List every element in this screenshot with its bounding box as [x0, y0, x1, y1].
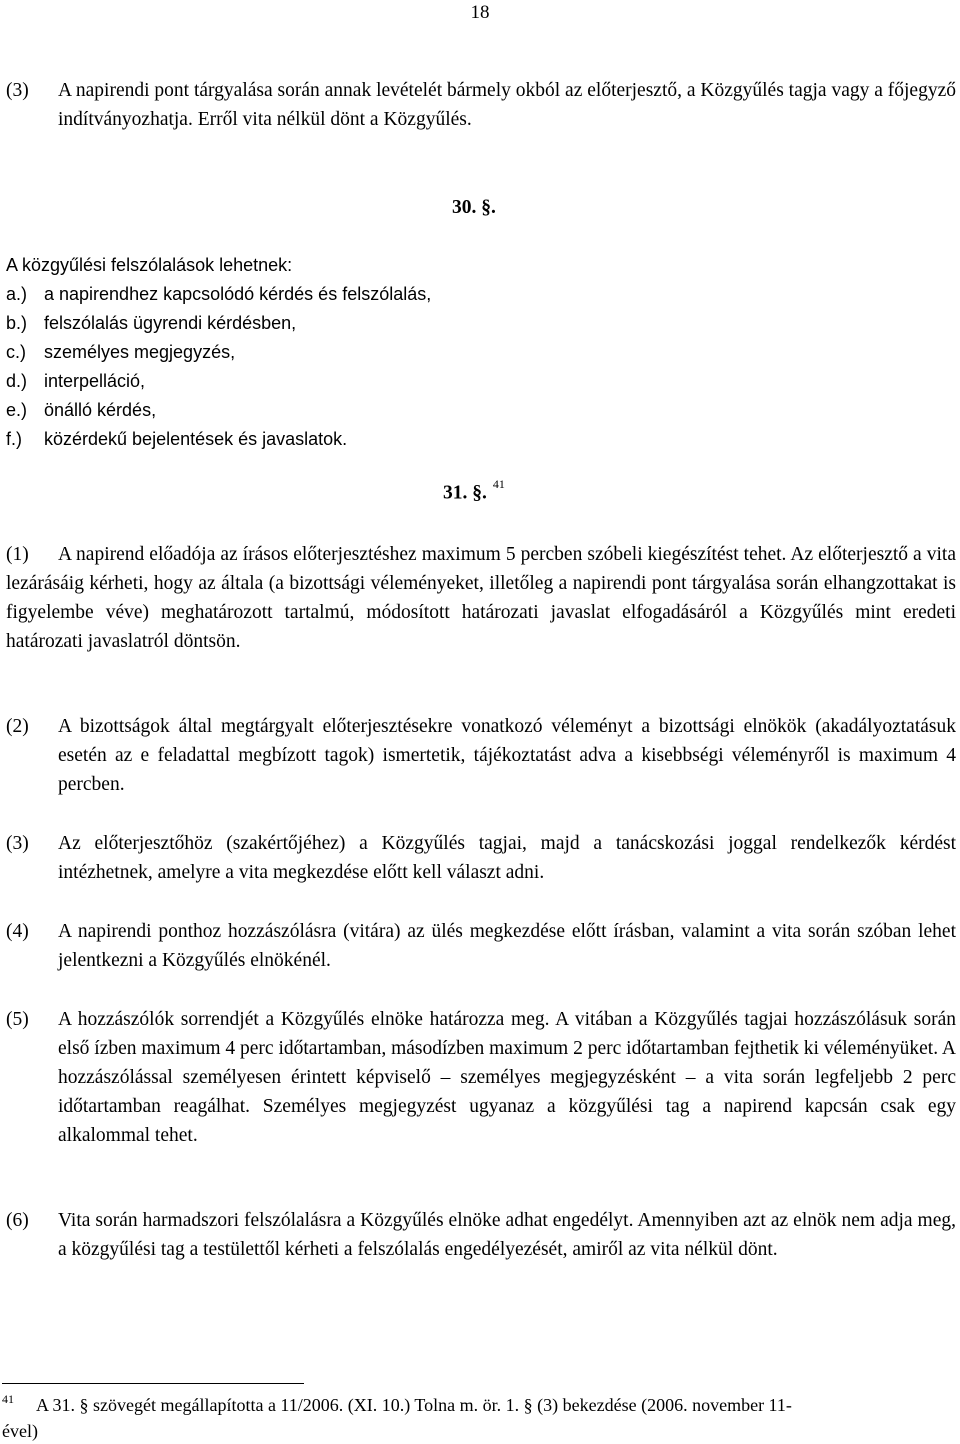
- intro-paragraph: [6, 76, 956, 134]
- paragraph-number: (2): [6, 716, 29, 737]
- list-intro: A közgyűlési felszólalások lehetnek:: [6, 255, 293, 275]
- speech-types-list: [6, 251, 431, 454]
- paragraph-text: A napirendi pont tárgyalása során annak levételét bármely okból az előterjesztő, a Közgyűlés tagja vagy a főjegyző indítványozhatja. Erről vita nélkül dönt a Közgyűlés.: [58, 80, 956, 130]
- list-item: [6, 280, 431, 309]
- list-item-label: a.): [6, 284, 28, 304]
- paragraph-31-4: [6, 917, 956, 975]
- footnote-text-continuation: ével): [2, 1421, 38, 1441]
- footnote-separator: [2, 1383, 304, 1384]
- paragraph-31-3: [6, 829, 956, 887]
- paragraph-text: A bizottságok által megtárgyalt előterjesztésekre vonatkozó véleményt a bizottsági elnökök (akadályoztatásuk esetén az e feladattal megbízott tagok) ismertetik, tájékoztatást adva a kisebbségi véleményről is maximum 4 percben.: [58, 716, 956, 795]
- footnote-reference: 41: [492, 477, 505, 491]
- footnote-text: A 31. § szövegét megállapította a 11/2006. (XI. 10.) Tolna m. ör. 1. § (3) bekezdése (2006. november 11-: [36, 1395, 792, 1415]
- footnote: [2, 1392, 956, 1444]
- list-item: [6, 425, 431, 454]
- section-31-heading: [443, 477, 505, 505]
- list-item-label: f.): [6, 429, 22, 449]
- page-number: 18: [470, 2, 490, 23]
- paragraph-text: Az előterjesztőhöz (szakértőjéhez) a Közgyűlés tagjai, majd a tanácskozási joggal rendelkezők kérdést intézhetnek, amelyre a vita megkezdése előtt kell választ adni.: [58, 833, 956, 883]
- list-item-text: önálló kérdés,: [44, 400, 157, 420]
- list-item: [6, 396, 431, 425]
- list-item-label: b.): [6, 313, 28, 333]
- list-item-text: a napirendhez kapcsolódó kérdés és felszólalás,: [44, 284, 432, 304]
- paragraph-31-5: [6, 1005, 956, 1150]
- paragraph-31-1: [6, 540, 956, 656]
- section-30-heading: [452, 197, 496, 219]
- list-item: [6, 367, 431, 396]
- list-item-label: e.): [6, 400, 28, 420]
- paragraph-number: (6): [6, 1210, 29, 1231]
- paragraph-text: A hozzászólók sorrendjét a Közgyűlés elnöke határozza meg. A vitában a Közgyűlés tagjai hozzászólásuk során első ízben maximum 4 perc időtartamban, másodízben maximum 2 perc időtartamban fejthetik ki véleményüket. A hozzászólással személyesen érintett képviselő – személyes megjegyzésként – a vita során legfeljebb 2 perc időtartamban reagálhat. Személyes megjegyzést ugyanaz a közgyűlési tag a napirend kapcsán csak egy alkalommal tehet.: [58, 1009, 956, 1146]
- paragraph-number: (1): [6, 544, 29, 565]
- list-item-label: c.): [6, 342, 26, 362]
- list-item: [6, 338, 431, 367]
- paragraph-number: (3): [6, 80, 29, 101]
- paragraph-text: A napirendi ponthoz hozzászólásra (vitára) az ülés megkezdése előtt írásban, valamint a vita során szóban lehet jelentkezni a Közgyűlés elnökénél.: [58, 921, 956, 971]
- list-item-text: személyes megjegyzés,: [44, 342, 236, 362]
- section-title: 31. §.: [443, 482, 487, 504]
- paragraph-31-6: [6, 1206, 956, 1264]
- paragraph-number: (5): [6, 1009, 29, 1030]
- paragraph-text: A napirend előadója az írásos előterjesztéshez maximum 5 percben szóbeli kiegészítést tehet. Az előterjesztő a vita lezárásáig kérheti, hogy az általa (a bizottsági véleményeket, illetőleg a napirendi pont tárgyalása során elhangzottakat is figyelembe véve) meghatározott tartalmú, módosított határozati javaslat elfogadásáról a Közgyűlés mint eredeti határozati javaslatról döntsön.: [6, 544, 956, 652]
- paragraph-number: (4): [6, 921, 29, 942]
- section-title: 30. §.: [452, 197, 496, 218]
- list-item-text: közérdekű bejelentések és javaslatok.: [44, 429, 348, 449]
- list-item-label: d.): [6, 371, 28, 391]
- paragraph-text: Vita során harmadszori felszólalásra a Közgyűlés elnöke adhat engedélyt. Amennyiben azt az elnök nem adja meg, a közgyűlési tag a testülettől kérheti a felszólalás engedélyezését, amiről az vita nélkül dönt.: [58, 1210, 956, 1260]
- list-item-text: interpelláció,: [44, 371, 146, 391]
- paragraph-31-2: [6, 712, 956, 799]
- list-item: [6, 309, 431, 338]
- paragraph-number: (3): [6, 833, 29, 854]
- list-item-text: felszólalás ügyrendi kérdésben,: [44, 313, 297, 333]
- footnote-mark: 41: [2, 1392, 14, 1406]
